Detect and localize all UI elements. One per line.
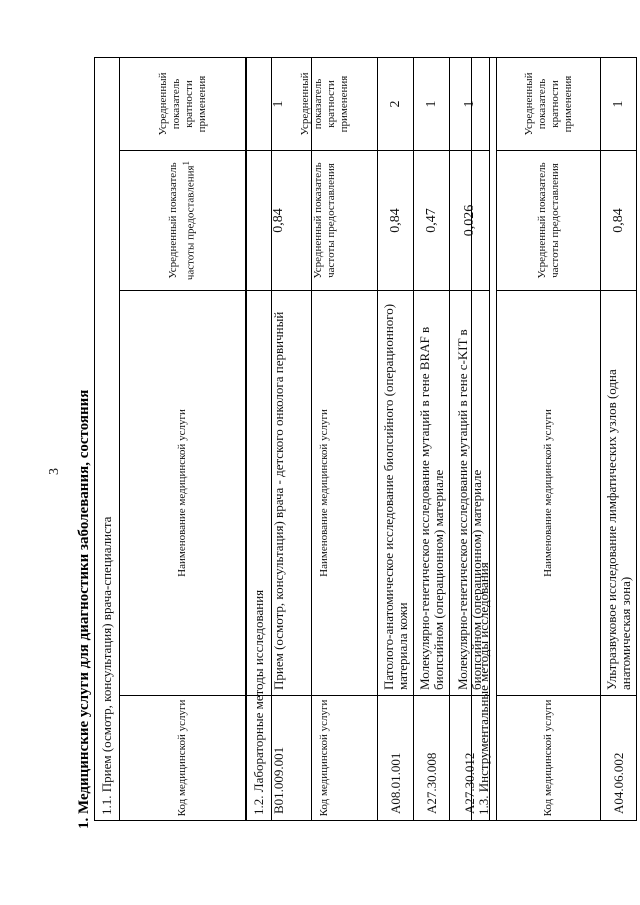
table-row — [601, 58, 637, 821]
multiplicity-value: 1 — [414, 58, 450, 151]
col-header-multiplicity: Усредненный показатель кратности применения — [120, 58, 246, 151]
table-title: 1.2. Лабораторные методы исследования — [247, 58, 272, 821]
col-header-multiplicity: Усредненный показатель кратности применения — [272, 58, 378, 151]
service-code: B01.009.001 — [246, 696, 312, 821]
frequency-value: 0,026 — [450, 151, 490, 291]
service-name: Патолого-анатомическое исследование биопсийного (операционного) материала кожи — [378, 291, 414, 696]
frequency-value: 0,84 — [246, 151, 312, 291]
multiplicity-value: 2 — [378, 58, 414, 151]
page-number: 3 — [47, 468, 62, 475]
col-header-name: Наименование медицинской услуги — [497, 291, 601, 696]
col-header-frequency: Усредненный показатель частоты предоставления — [497, 151, 601, 291]
col-header-code: Код медицинской услуги — [497, 696, 601, 821]
multiplicity-value: 1 — [601, 58, 637, 151]
col-header-multiplicity: Усредненный показатель кратности применения — [497, 58, 601, 151]
frequency-value: 0,84 — [378, 151, 414, 291]
col-header-code: Код медицинской услуги — [272, 696, 378, 821]
col-header-frequency: Усредненный показатель частоты предоставления$^1$ — [120, 151, 246, 291]
col-header-code: Код медицинской услуги — [120, 696, 246, 821]
col-header-frequency: Усредненный показатель частоты предоставления — [272, 151, 378, 291]
footnote-mark: 1 — [181, 160, 192, 166]
service-name: Прием (осмотр, консультация) врача - детского онколога первичный — [246, 291, 312, 696]
table-instrumental — [471, 57, 637, 821]
table-title: 1.3. Инструментальные методы исследования — [472, 58, 497, 821]
service-code: A04.06.002 — [601, 696, 637, 821]
service-code: A08.01.001 — [378, 696, 414, 821]
service-code: A27.30.008 — [414, 696, 450, 821]
service-name: Молекулярно-генетическое исследование мутаций в гене c-KIT в биопсийном (операционном) материале — [450, 291, 490, 696]
col-header-name: Наименование медицинской услуги — [272, 291, 378, 696]
service-name: Молекулярно-генетическое исследование мутаций в гене BRAF в биопсийном (операционном) материале — [414, 291, 450, 696]
table-title: 1.1. Прием (осмотр, консультация) врача-специалиста — [95, 58, 120, 821]
service-name: Ультразвуковое исследование лимфатических узлов (одна анатомическая зона) — [601, 291, 637, 696]
section-heading: 1. Медицинские услуги для диагностики заболевания, состояния — [76, 389, 92, 829]
multiplicity-value: 1 — [450, 58, 490, 151]
table-row — [414, 58, 450, 821]
table-row — [378, 58, 414, 821]
col-header-name: Наименование медицинской услуги — [120, 291, 246, 696]
frequency-value: 0,47 — [414, 151, 450, 291]
frequency-value: 0,84 — [601, 151, 637, 291]
service-code: A27.30.012 — [450, 696, 490, 821]
multiplicity-value: 1 — [246, 58, 312, 151]
table-laboratory — [246, 57, 490, 821]
